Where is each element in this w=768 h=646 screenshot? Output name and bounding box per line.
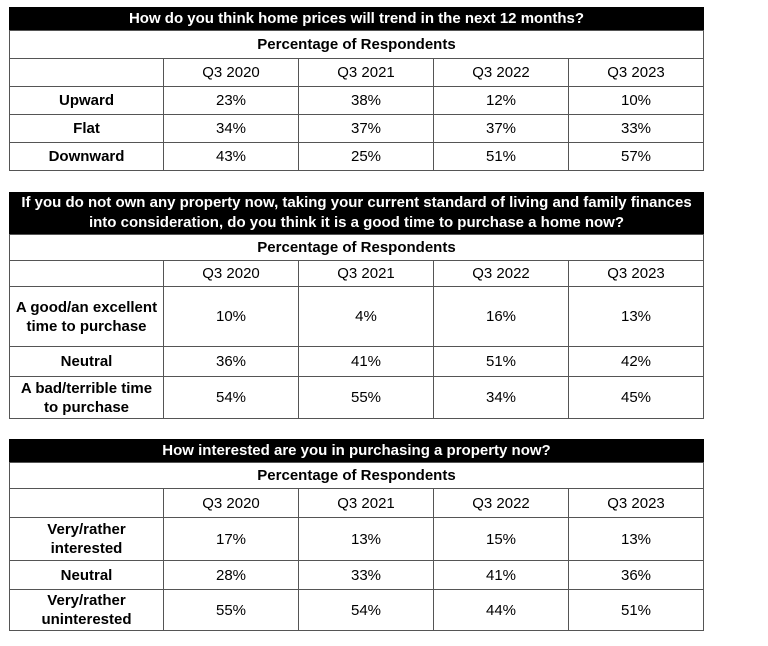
column-header: Q3 2020 [164,489,299,518]
column-header: Q3 2022 [434,261,569,287]
value-cell: 33% [569,115,704,143]
value-cell: 15% [434,518,569,561]
survey-table-good-time-to-purchase [9,192,704,419]
survey-table-purchase-interest [9,439,704,631]
row-label: A good/an excellent time to purchase [10,287,164,347]
value-cell: 34% [164,115,299,143]
table-row [10,87,704,115]
column-header-row [10,489,704,518]
results-table [9,30,704,171]
column-header: Q3 2022 [434,59,569,87]
corner-cell [10,59,164,87]
column-header: Q3 2020 [164,59,299,87]
value-cell: 13% [299,518,434,561]
value-cell: 36% [164,347,299,377]
table-row [10,115,704,143]
row-label: Neutral [10,561,164,590]
row-label: Very/rather uninterested [10,590,164,631]
question-header: How do you think home prices will trend in the next 12 months? [9,7,704,30]
corner-cell [10,489,164,518]
survey-table-home-price-trend [9,7,704,171]
question-header: If you do not own any property now, taking your current standard of living and family finances into consideration, do you think it is a good time to purchase a home now? [9,192,704,234]
value-cell: 33% [299,561,434,590]
percentage-label: Percentage of Respondents [10,463,704,489]
results-table [9,234,704,419]
column-header: Q3 2021 [299,59,434,87]
value-cell: 12% [434,87,569,115]
value-cell: 44% [434,590,569,631]
value-cell: 41% [434,561,569,590]
column-header: Q3 2021 [299,261,434,287]
value-cell: 13% [569,518,704,561]
table-row [10,347,704,377]
value-cell: 54% [164,377,299,419]
row-label: A bad/terrible time to purchase [10,377,164,419]
table-row [10,561,704,590]
value-cell: 43% [164,143,299,171]
value-cell: 37% [299,115,434,143]
value-cell: 54% [299,590,434,631]
column-header: Q3 2023 [569,59,704,87]
value-cell: 10% [164,287,299,347]
value-cell: 10% [569,87,704,115]
value-cell: 37% [434,115,569,143]
table-row [10,518,704,561]
column-header: Q3 2023 [569,489,704,518]
value-cell: 42% [569,347,704,377]
row-label: Upward [10,87,164,115]
value-cell: 41% [299,347,434,377]
value-cell: 45% [569,377,704,419]
value-cell: 36% [569,561,704,590]
column-header-row [10,59,704,87]
row-label: Downward [10,143,164,171]
value-cell: 51% [434,347,569,377]
table-row [10,590,704,631]
percentage-label: Percentage of Respondents [10,31,704,59]
column-header: Q3 2020 [164,261,299,287]
value-cell: 23% [164,87,299,115]
value-cell: 51% [569,590,704,631]
value-cell: 34% [434,377,569,419]
table-row [10,143,704,171]
column-header: Q3 2022 [434,489,569,518]
percentage-label: Percentage of Respondents [10,235,704,261]
value-cell: 16% [434,287,569,347]
question-header: How interested are you in purchasing a property now? [9,439,704,462]
column-header: Q3 2023 [569,261,704,287]
table-row [10,377,704,419]
column-header-row [10,261,704,287]
value-cell: 17% [164,518,299,561]
corner-cell [10,261,164,287]
row-label: Neutral [10,347,164,377]
value-cell: 57% [569,143,704,171]
results-table [9,462,704,631]
value-cell: 13% [569,287,704,347]
table-row [10,287,704,347]
value-cell: 4% [299,287,434,347]
value-cell: 55% [164,590,299,631]
column-header: Q3 2021 [299,489,434,518]
row-label: Very/rather interested [10,518,164,561]
value-cell: 28% [164,561,299,590]
value-cell: 25% [299,143,434,171]
value-cell: 51% [434,143,569,171]
value-cell: 38% [299,87,434,115]
row-label: Flat [10,115,164,143]
value-cell: 55% [299,377,434,419]
